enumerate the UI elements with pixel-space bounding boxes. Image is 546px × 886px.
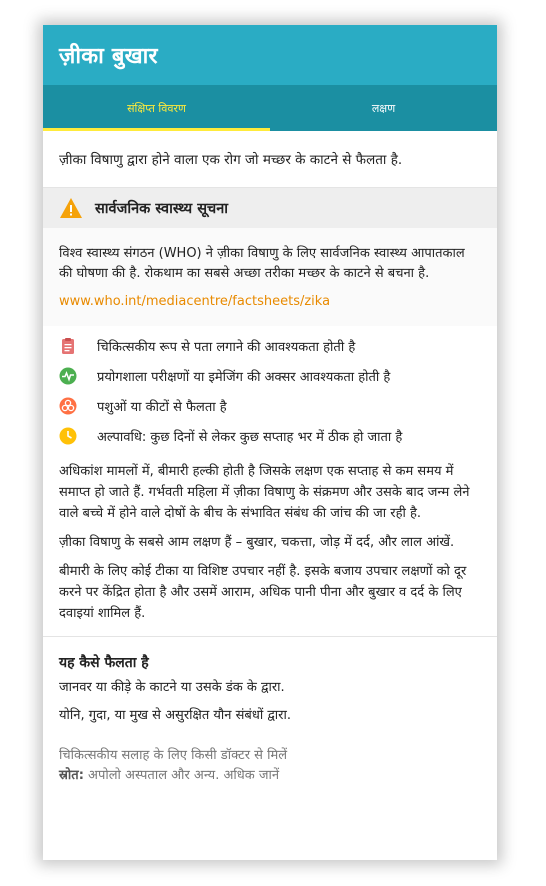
alert-title: सार्वजनिक स्वास्थ्य सूचना (95, 201, 229, 217)
card-header (43, 25, 497, 85)
description-paragraph: ज़ीका विषाणु के सबसे आम लक्षण हैं – बुखार, चकत्ता, जोड़ में दर्द, और लाल आंखें. (59, 535, 455, 550)
transmission-item: योनि, गुदा, या मुख से असुरक्षित यौन संबंधों द्वारा. (59, 708, 291, 723)
medical-advice-text: चिकित्सकीय सलाह के लिए किसी डॉक्टर से मिलें (59, 748, 288, 763)
card-footer (43, 734, 497, 786)
alert-header (43, 188, 497, 228)
card-title: ज़ीका बुखार (59, 44, 158, 69)
transmission-heading: यह कैसे फैलता है (59, 655, 149, 671)
alert-text: विश्व स्वास्थ्य संगठन (WHO) ने ज़ीका विषाणु के लिए सार्वजनिक स्वास्थ्य आपातकाल की घोषणा की है. रोकथाम का सबसे अच्छा तरीका मच्छर के काटने से बचना है. (59, 246, 465, 281)
fact-item (59, 331, 481, 361)
clipboard-icon (59, 337, 77, 355)
source-line (59, 766, 481, 786)
fact-text: चिकित्सकीय रूप से पता लगाने की आवश्यकता होती है (97, 340, 356, 355)
alert-body (43, 228, 497, 326)
fact-text: पशुओं या कीटों से फैलता है (97, 400, 227, 415)
transmission-item: जानवर या कीड़े के काटने या उसके डंक के द्वारा. (59, 680, 285, 695)
description (43, 451, 497, 624)
intro-text: ज़ीका विषाणु द्वारा होने वाला एक रोग जो मच्छर के काटने से फैलता है. (43, 131, 497, 188)
clock-icon (59, 427, 77, 445)
lab-activity-icon (59, 367, 77, 385)
tab-bar (43, 85, 497, 131)
transmission-section (43, 637, 497, 726)
warning-icon (59, 197, 83, 219)
tab-overview[interactable] (43, 85, 270, 131)
tab-symptoms-label: लक्षण (371, 101, 396, 115)
fact-item (59, 421, 481, 451)
fact-text: अल्पावधि: कुछ दिनों से लेकर कुछ सप्ताह भर में ठीक हो जाता है (97, 430, 403, 445)
tab-symptoms[interactable] (270, 85, 497, 131)
source-link[interactable]: अपोलो अस्पताल और अन्य. अधिक जानें (88, 768, 280, 783)
fact-item (59, 391, 481, 421)
knowledge-card (43, 25, 497, 860)
tab-overview-label: संक्षिप्त विवरण (127, 101, 186, 115)
biohazard-icon (59, 397, 77, 415)
who-link[interactable]: www.who.int/mediacentre/factsheets/zika (59, 294, 331, 309)
fact-item (59, 361, 481, 391)
source-label: स्रोत: (59, 768, 84, 783)
fact-text: प्रयोगशाला परीक्षणों या इमेजिंग की अक्सर आवश्यकता होती है (97, 370, 391, 385)
description-paragraph: अधिकांश मामलों में, बीमारी हल्की होती है जिसके लक्षण एक सप्ताह से कम समय में समाप्त हो जाते हैं. गर्भवती महिला में ज़ीका विषाणु के संक्रमण और उसके बाद जन्म लेने वाले बच्चे में होने वाले दोषों के बीच के संभावित संबंध की जांच की जा रही है. (59, 464, 470, 521)
facts-list (43, 326, 497, 451)
description-paragraph: बीमारी के लिए कोई टीका या विशिष्ट उपचार नहीं है. इसके बजाय उपचार लक्षणों को दूर करने पर केंद्रित होता है और उसमें आराम, अधिक पानी पीना और बुखार व दर्द के लिए दवाइयां शामिल हैं. (59, 564, 467, 621)
